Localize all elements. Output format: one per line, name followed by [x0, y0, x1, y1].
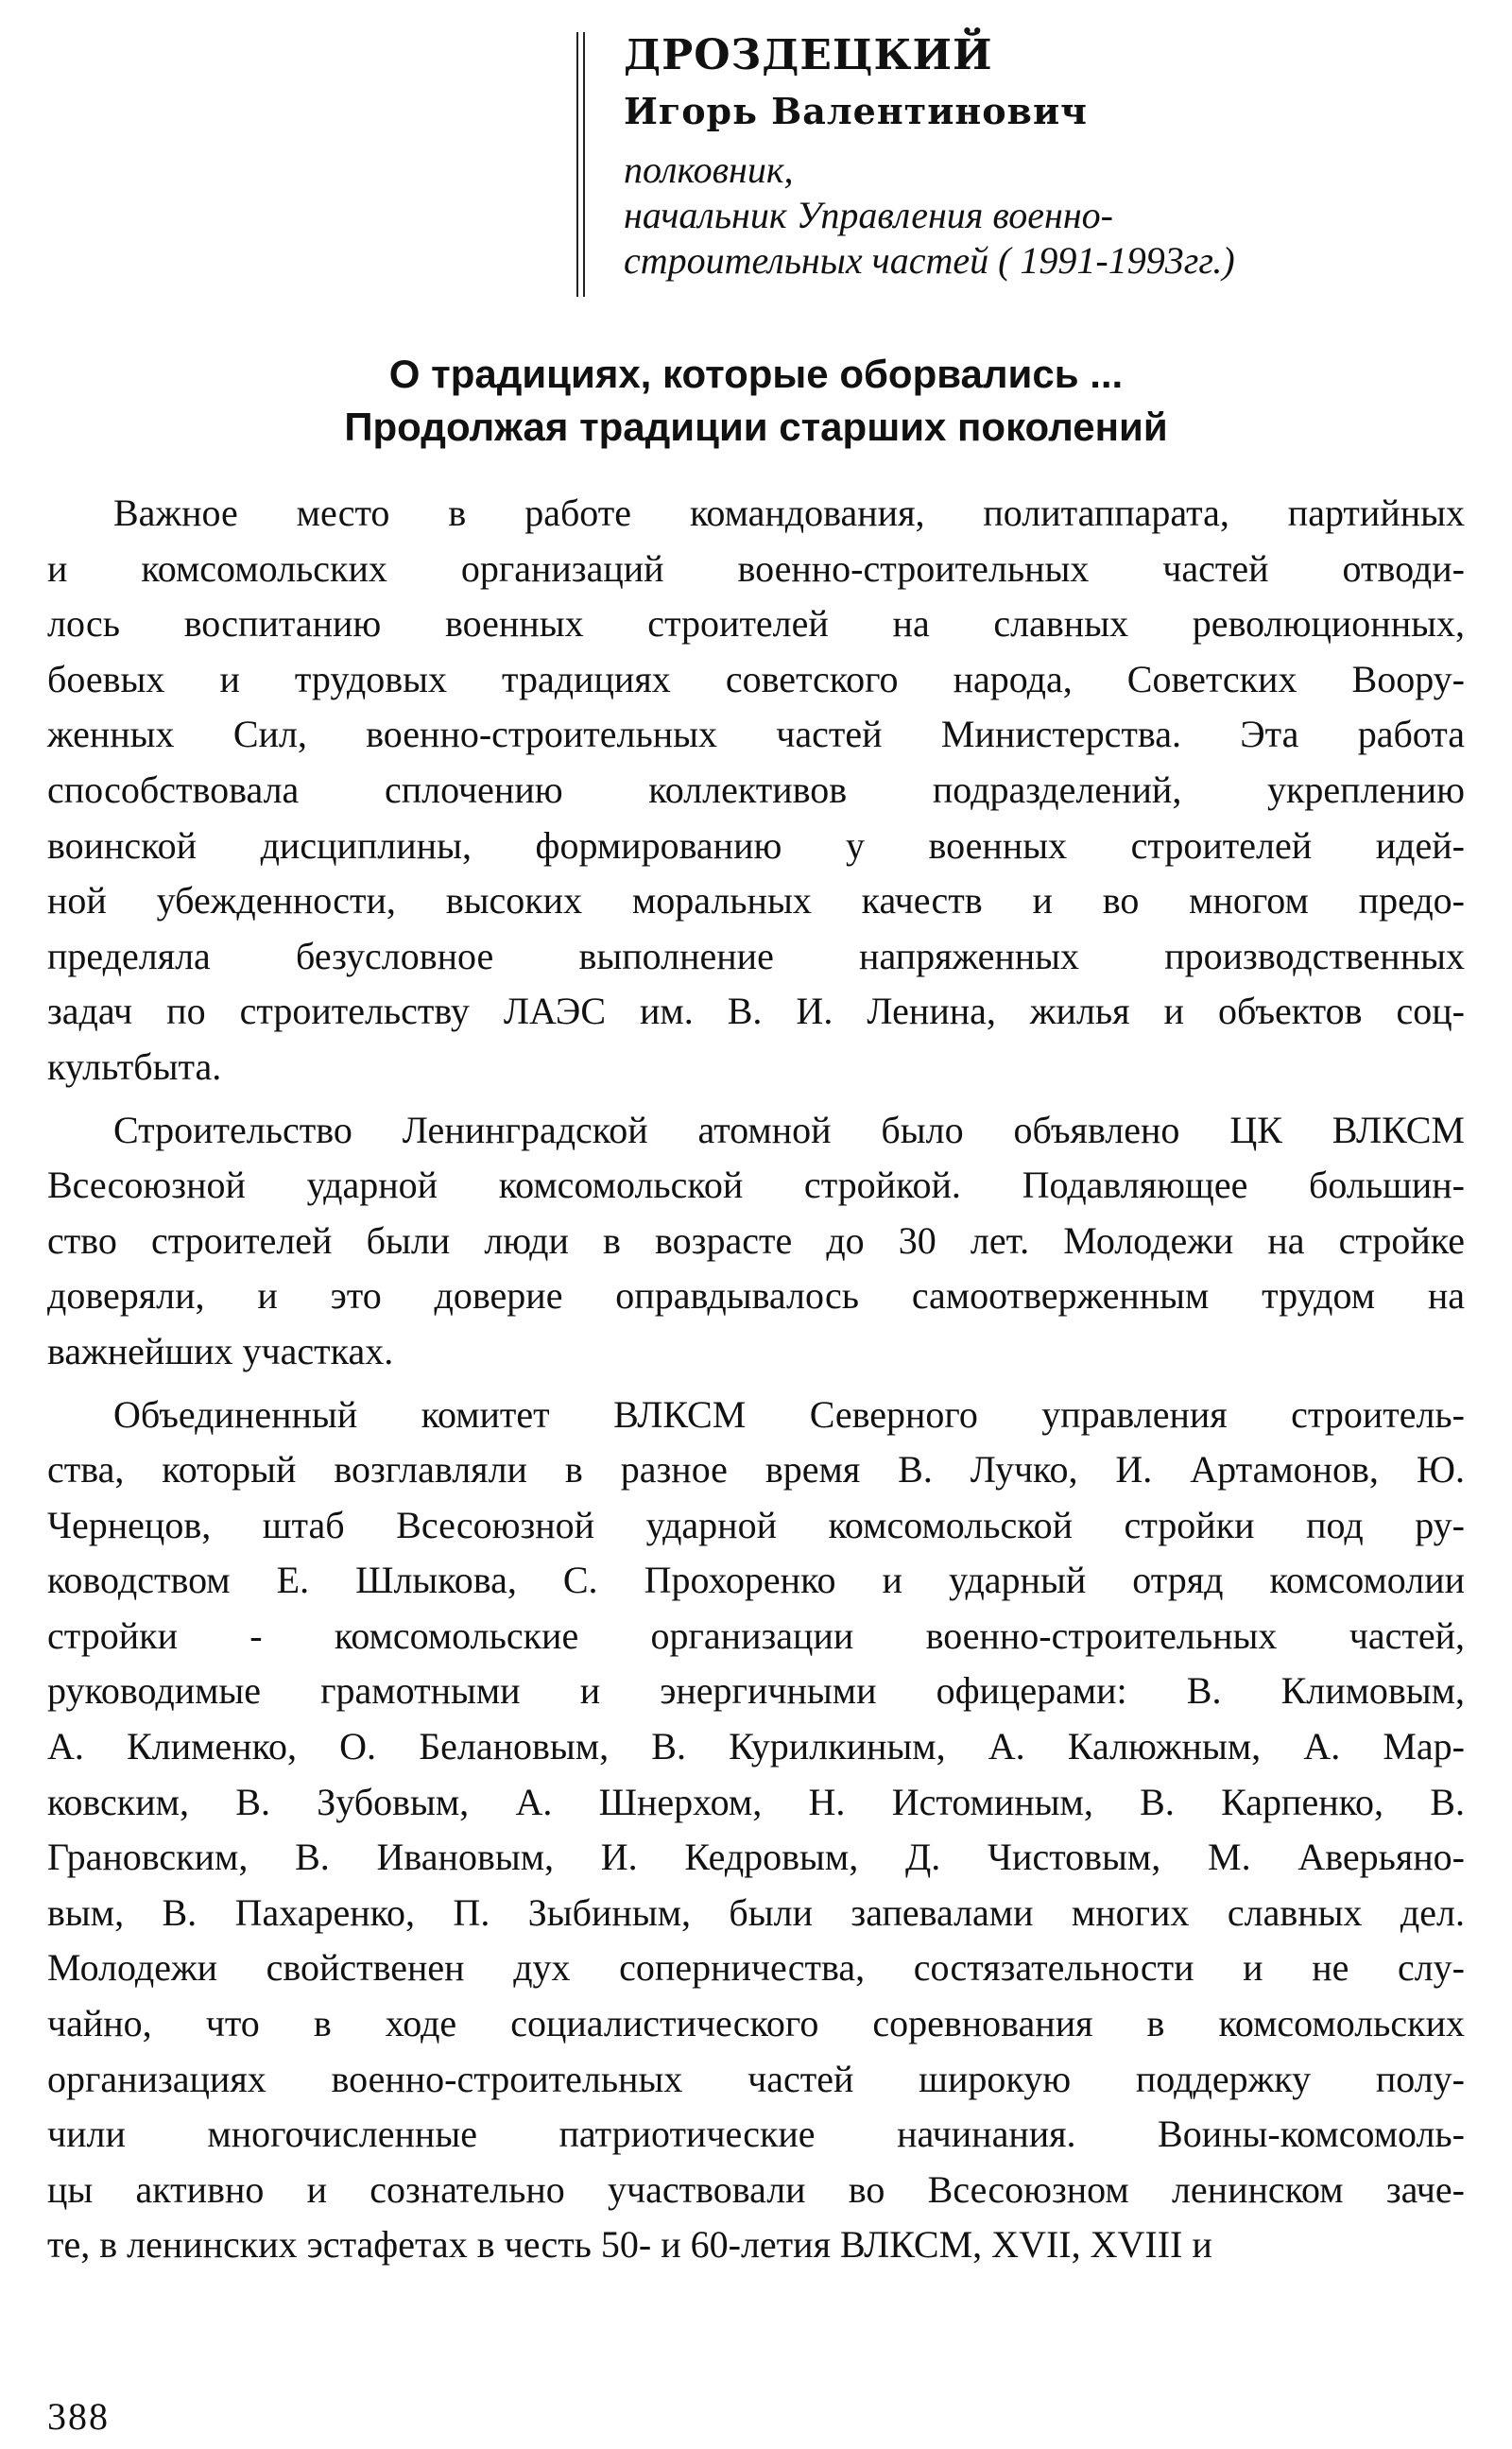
text-line: ководством Е. Шлыкова, С. Прохоренко и ударный отряд комсомолии: [47, 1559, 1465, 1602]
text-line: ства, который возглавляли в разное время В. Лучко, И. Артамонов, Ю.: [47, 1448, 1465, 1492]
text-line: Всесоюзной ударной комсомольской стройкой. Подавляющее большин-: [47, 1164, 1465, 1207]
author-info: [624, 26, 1418, 284]
title-line-2: Продолжая традиции старших поколений: [344, 405, 1168, 449]
text-line: те, в ленинских эстафетах в честь 50- и 60-летия ВЛКСМ, XVII, XVIII и: [47, 2223, 1212, 2267]
text-line: Объединенный комитет ВЛКСМ Северного управления строитель-: [113, 1392, 1465, 1436]
author-given-names: Игорь Валентинович: [624, 90, 1088, 132]
text-line: вым, В. Пахаренко, П. Зыбиным, были запевалами многих славных дел.: [47, 1890, 1465, 1934]
author-position-line: строительных частей ( 1991-1993гг.): [624, 239, 1235, 282]
text-line: доверяли, и это доверие оправдывалось самоотверженным трудом на: [47, 1274, 1465, 1318]
text-line: Важное место в работе командования, политаппарата, партийных: [113, 492, 1465, 534]
text-line: ной убежденности, высоких моральных качеств и во многом предо-: [47, 879, 1465, 923]
title-line-1: О традициях, которые оборвались ...: [388, 352, 1124, 396]
text-line: А. Клименко, О. Белановым, В. Курилкиным, А. Калюжным, А. Мар-: [47, 1725, 1465, 1768]
article-title: [142, 348, 1370, 454]
text-line: женных Сил, военно-строительных частей Министерства. Эта работа: [47, 713, 1465, 756]
author-header: [576, 26, 1427, 301]
text-line: чили многочисленные патриотические начинания. Воины-комсомоль-: [47, 2113, 1465, 2156]
text-line: цы активно и сознательно участвовали во Всесоюзном ленинском заче-: [47, 2167, 1465, 2211]
text-line: стройки - комсомольские организации военно-строительных частей,: [47, 1613, 1465, 1657]
author-position-line: начальник Управления военно-: [624, 194, 1113, 236]
text-line: ковским, В. Зубовым, А. Шнерхом, Н. Истоминым, В. Карпенко, В.: [47, 1780, 1465, 1823]
author-position-line: полковник,: [624, 148, 794, 191]
text-line: руководимые грамотными и энергичными офицерами: В. Климовым,: [47, 1669, 1465, 1713]
text-line: лось воспитанию военных строителей на славных революционных,: [47, 602, 1465, 646]
text-line: и комсомольских организаций военно-строительных частей отводи-: [47, 546, 1465, 590]
page-number: 388: [47, 2395, 110, 2438]
author-surname: ДРОЗДЕЦКИЙ: [624, 31, 993, 79]
author-rule-left: [576, 32, 578, 297]
text-line: Строительство Ленинградской атомной было объявлено ЦК ВЛКСМ: [113, 1108, 1465, 1151]
text-line: задач по строительству ЛАЭС им. В. И. Ленина, жилья и объектов соц-: [47, 990, 1465, 1033]
text-line: ство строителей были люди в возрасте до 30 лет. Молодежи на стройке: [47, 1218, 1465, 1262]
article-body: [47, 486, 1465, 2281]
text-line: Молодежи свойственен дух соперничества, состязательности и не слу-: [47, 1946, 1465, 1990]
text-line: боевых и трудовых традициях советского народа, Советских Воору-: [47, 657, 1465, 700]
text-line: Чернецов, штаб Всесоюзной ударной комсомольской стройки под ру-: [47, 1503, 1465, 1546]
author-rule-right: [583, 32, 585, 297]
text-line: организациях военно-строительных частей широкую поддержку полу-: [47, 2057, 1465, 2100]
text-line: Грановским, В. Ивановым, И. Кедровым, Д. Чистовым, М. Аверьяно-: [47, 1836, 1465, 1879]
text-line: чайно, что в ходе социалистического соревнования в комсомольских: [47, 2002, 1465, 2045]
text-line: воинской дисциплины, формированию у военных строителей идей-: [47, 823, 1465, 867]
text-line: способствовала сплочению коллективов подразделений, укреплению: [47, 767, 1465, 811]
author-position: [624, 147, 1418, 284]
text-line: важнейших участках.: [47, 1329, 394, 1372]
paragraph: [47, 1103, 1465, 1380]
paragraph: [47, 486, 1465, 1095]
paragraph: [47, 1388, 1465, 2274]
text-line: культбыта.: [47, 1044, 222, 1088]
text-line: пределяла безусловное выполнение напряженных производственных: [47, 934, 1465, 977]
